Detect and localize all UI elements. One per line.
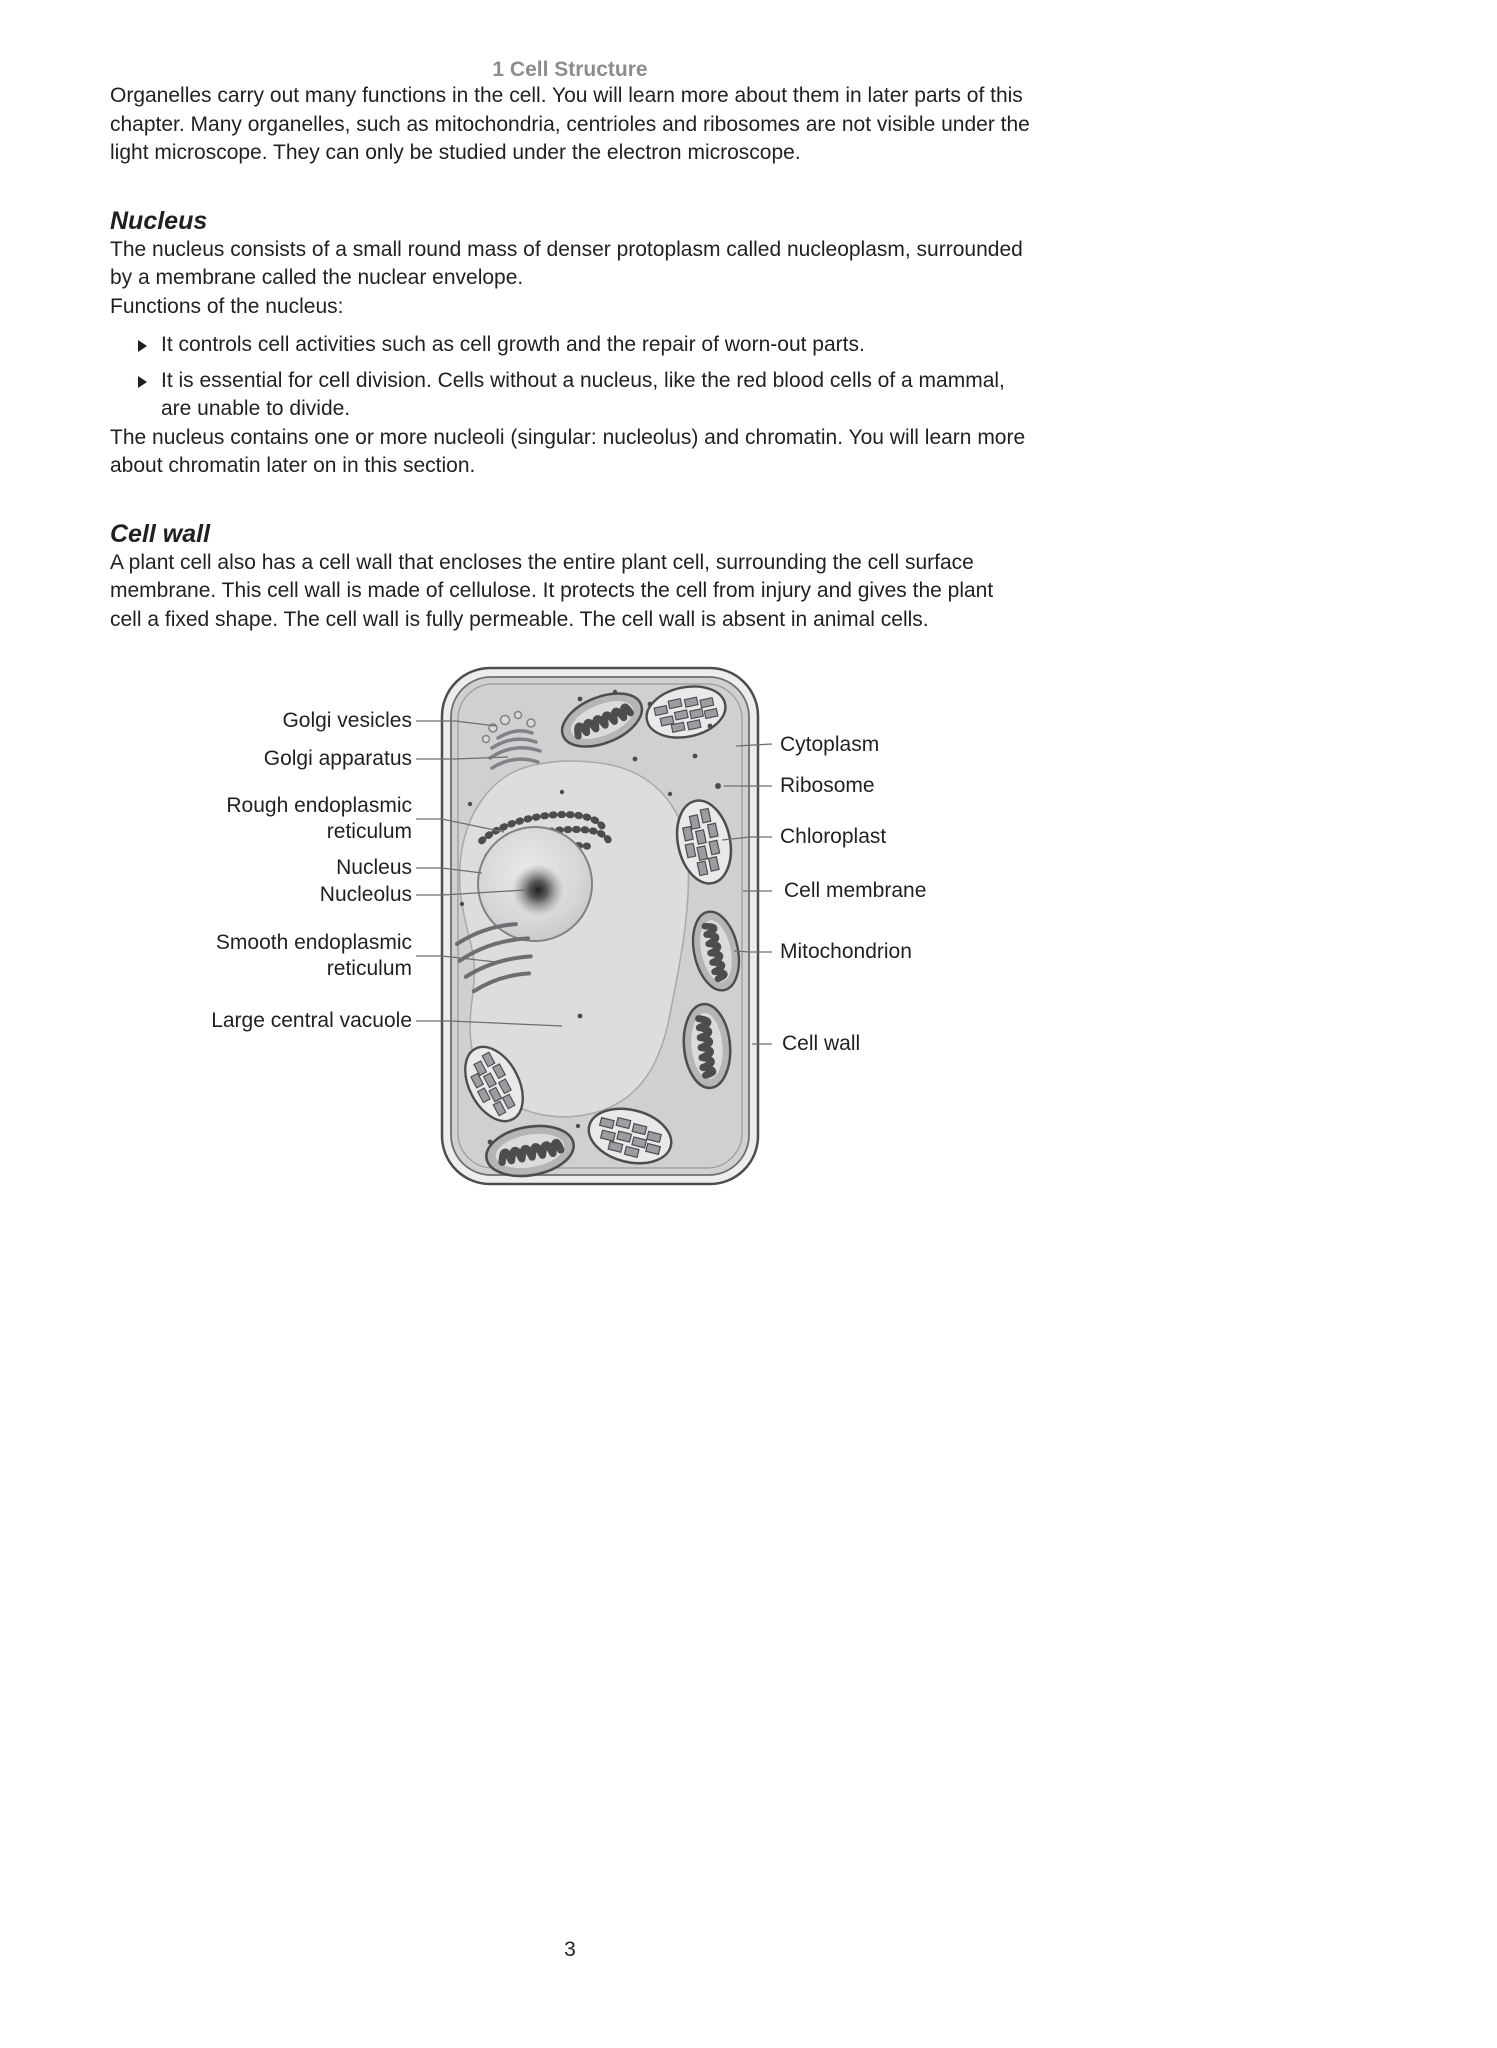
label-cell-wall: Cell wall	[782, 1032, 861, 1055]
nucleus-bullet-list	[110, 331, 1030, 424]
nucleus-paragraph-1: The nucleus consists of a small round mass of denser protoplasm called nucleoplasm, surrounded by a membrane called the nuclear envelope.	[110, 237, 1023, 289]
label-smooth-er: Smooth endoplasmic reticulum	[215, 931, 412, 980]
label-nucleolus: Nucleolus	[319, 883, 412, 906]
plant-cell-diagram	[110, 664, 1030, 1209]
label-nucleus: Nucleus	[336, 856, 412, 879]
label-large-central-vacuole: Large central vacuole	[211, 1009, 412, 1032]
label-rough-er: Rough endoplasmic reticulum	[226, 794, 412, 843]
heading-nucleus: Nucleus	[110, 206, 208, 235]
nucleus-paragraph-2: The nucleus contains one or more nucleoli (singular: nucleolus) and chromatin. You will learn more about chromatin later on in this section.	[110, 425, 1026, 477]
label-cell-membrane: Cell membrane	[784, 879, 927, 902]
label-mitochondrion: Mitochondrion	[780, 940, 912, 963]
label-chloroplast: Chloroplast	[780, 825, 887, 848]
nucleus-functions-label: Functions of the nucleus:	[110, 294, 344, 318]
intro-paragraph: Organelles carry out many functions in the cell. You will learn more about them in later parts of this chapter. Many organelles, such as mitochondria, centrioles and ribosomes are not visible under the light microscope. They can only be studied under the electron microscope.	[110, 84, 1030, 164]
cell-wall-paragraph: A plant cell also has a cell wall that encloses the entire plant cell, surrounding the cell surface membrane. This cell wall is made of cellulose. It protects the cell from injury and gives the plant cell a fixed shape. The cell wall is fully permeable. The cell wall is absent in animal cells.	[110, 550, 994, 631]
label-cytoplasm: Cytoplasm	[780, 733, 880, 756]
bullet-text: It controls cell activities such as cell growth and the repair of worn-out parts.	[161, 333, 865, 356]
label-ribosome: Ribosome	[780, 774, 875, 797]
triangle-bullet-icon	[138, 376, 147, 388]
running-header: 1 Cell Structure	[492, 58, 648, 81]
page-number: 3	[564, 1938, 576, 1961]
bullet-text: It is essential for cell division. Cells without a nucleus, like the red blood cells of a mammal, are unable to divide.	[161, 368, 1005, 420]
triangle-bullet-icon	[138, 340, 147, 352]
bullet-item	[110, 331, 1030, 360]
bullet-item	[110, 367, 1030, 424]
label-golgi-vesicles: Golgi vesicles	[282, 709, 412, 732]
content-column	[110, 0, 1030, 1209]
heading-cell-wall: Cell wall	[110, 519, 211, 548]
label-golgi-apparatus: Golgi apparatus	[263, 747, 412, 770]
